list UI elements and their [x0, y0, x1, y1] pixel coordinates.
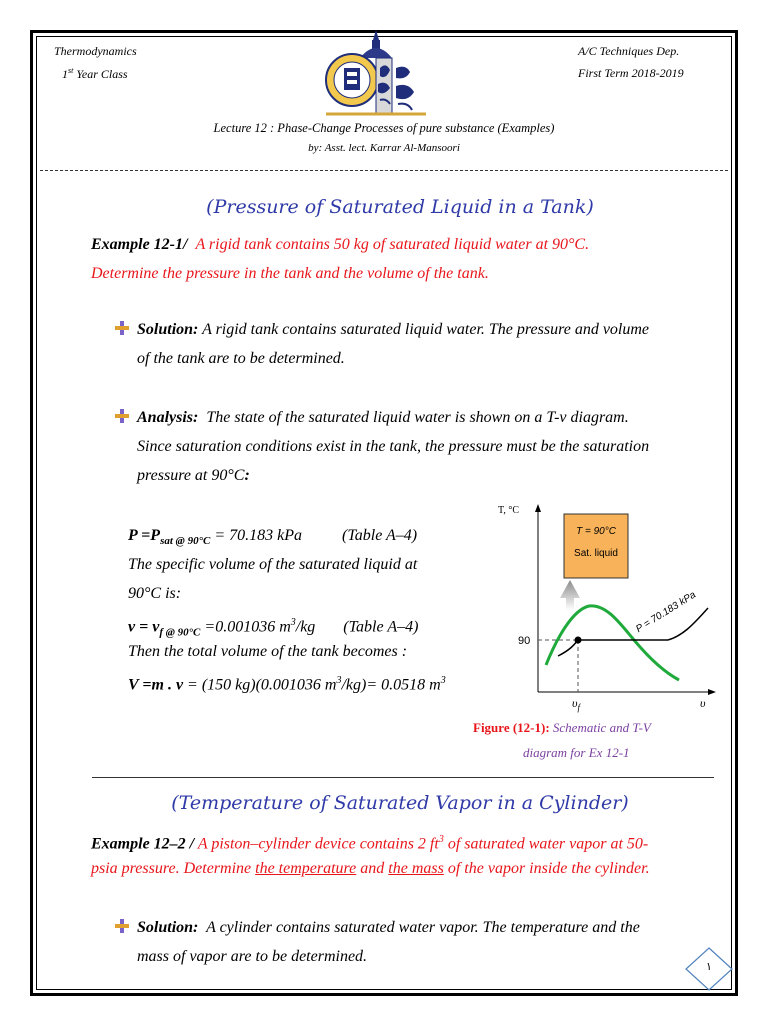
section-divider	[92, 777, 714, 778]
solution2-line1: Solution: A cylinder contains saturated water vapor. The temperature and the	[137, 919, 640, 936]
section2-title: (Temperature of Saturated Vapor in a Cylinder)	[171, 792, 629, 814]
year-class: 1st Year Class	[62, 66, 128, 81]
university-logo	[318, 28, 434, 124]
page-number: ١	[706, 961, 712, 973]
total-volume-text: Then the total volume of the tank becomes :	[128, 643, 408, 660]
lecture-title: Lecture 12 : Phase-Change Processes of pure substance (Examples)	[213, 121, 555, 135]
bullet-icon	[114, 408, 130, 424]
header-divider	[40, 170, 728, 171]
specific-volume-text-line2: 90°C is:	[128, 585, 182, 602]
y-axis-label: T, °C	[498, 505, 520, 516]
author: by: Asst. lect. Karrar Al-Mansoori	[308, 142, 460, 154]
state-point	[575, 637, 582, 644]
equation-specific-volume: $v = v_f$ $_{@ 90^\circ C}$ =0.001036 $m^3/kg$ (Table A–4)	[128, 617, 419, 639]
x-tick-label: $\upsilon_f$	[572, 696, 581, 713]
tank-box	[564, 514, 628, 578]
analysis1-line1: Analysis: The state of the saturated liquid water is shown on a T-v diagram.	[137, 409, 629, 426]
solution2-line2: mass of vapor are to be determined.	[137, 948, 368, 965]
equation-pressure: $P =P_{sat @ 90^\circ C} = 70.183$ kPa (Table A–4)	[128, 527, 418, 548]
specific-volume-text-line1: The specific volume of the saturated liquid at	[128, 556, 418, 573]
example2-line2: psia pressure. Determine the temperature and the mass of the vapor inside the cylinder.	[91, 860, 650, 877]
isobar-compressed	[558, 640, 578, 656]
solution1-line1: Solution: A rigid tank contains saturated liquid water. The pressure and volume	[137, 321, 650, 338]
box-label-temp: T = 90°C	[576, 526, 616, 537]
isobar-label: P = 70.183 kPa	[634, 589, 698, 635]
equation-total-volume: V =m . v = (150 kg)(0.001036 $m^3/kg)= 0.0518$ $m^3$	[128, 675, 446, 694]
example1-line2: Determine the pressure in the tank and the volume of the tank.	[91, 265, 489, 282]
x-axis-label: υ	[700, 696, 706, 710]
department: A/C Techniques Dep.	[578, 44, 680, 58]
figure-caption-line1: Figure (12-1): Schematic and T-V	[473, 720, 651, 735]
course-name: Thermodynamics	[54, 44, 137, 58]
analysis1-line2: Since saturation conditions exist in the tank, the pressure must be the saturation	[137, 438, 650, 455]
bullet-icon	[114, 320, 130, 336]
figure-caption-line2: diagram for Ex 12-1	[523, 745, 630, 760]
analysis1-line3: pressure at 90°C:	[137, 467, 250, 484]
section1-title: (Pressure of Saturated Liquid in a Tank)	[206, 196, 594, 218]
bullet-icon	[114, 918, 130, 934]
term: First Term 2018-2019	[578, 66, 684, 80]
solution1-line2: of the tank are to be determined.	[137, 350, 345, 367]
y-tick-label: 90	[518, 635, 531, 647]
x-axis-arrow-icon	[708, 689, 716, 695]
y-axis-arrow-icon	[535, 504, 541, 512]
box-label-state: Sat. liquid	[574, 548, 618, 559]
example1-line1: Example 12-1/ A rigid tank contains 50 kg of saturated liquid water at 90°C.	[91, 236, 590, 253]
example2-line1: Example 12–2 / A piston–cylinder device contains 2 $ft^3$ of saturated water vapor at 50-	[91, 834, 649, 853]
pointer-arrow-icon	[560, 580, 580, 610]
